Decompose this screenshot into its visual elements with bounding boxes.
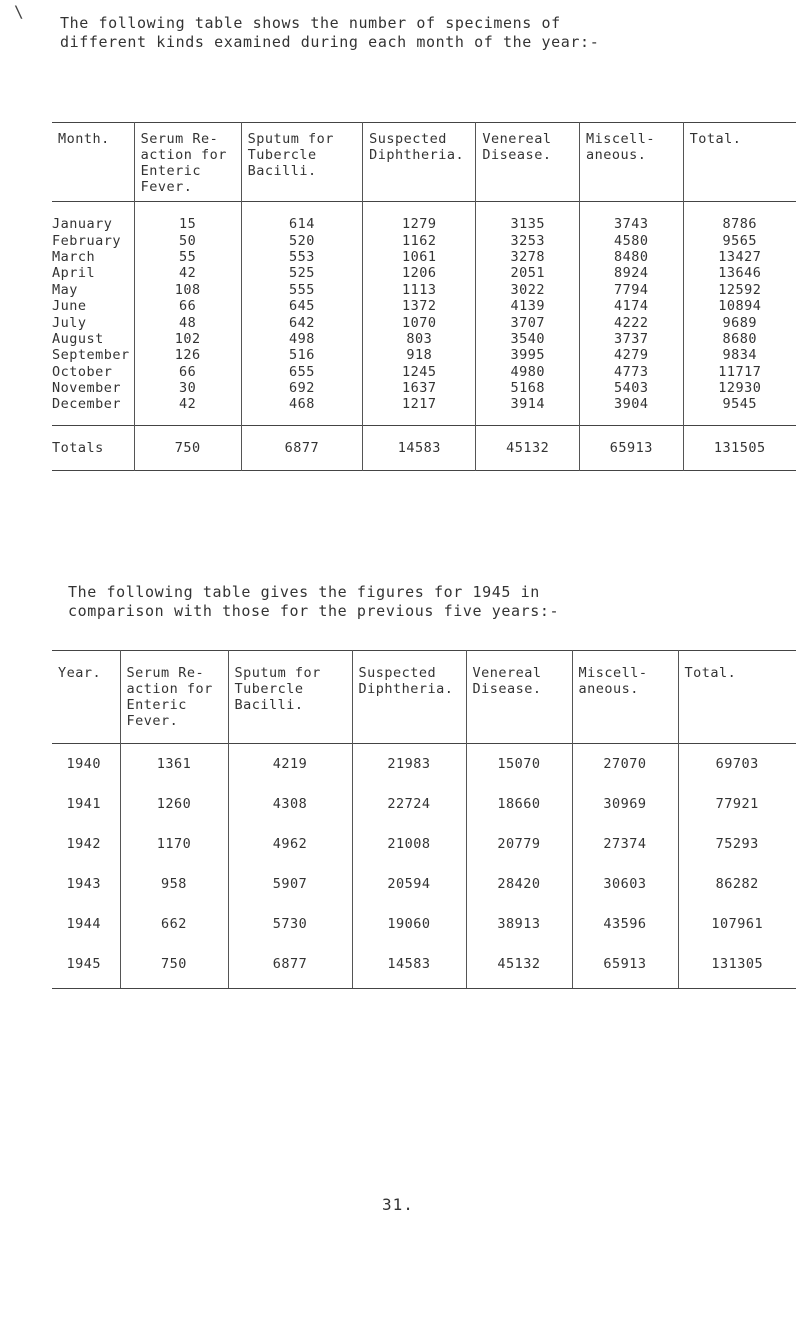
table-cell: 126 <box>134 347 241 363</box>
table-cell: 86282 <box>678 864 796 904</box>
table-header-row <box>52 123 796 202</box>
table-cell: 1945 <box>52 944 120 989</box>
table-cell: March <box>52 248 96 265</box>
table-cell: 520 <box>241 232 363 248</box>
table-cell: 66 <box>134 298 241 314</box>
table-cell: 4174 <box>580 298 684 314</box>
table-cell: 9834 <box>683 347 796 363</box>
table-cell: 4219 <box>228 744 352 785</box>
table-cell: 4962 <box>228 824 352 864</box>
table-cell: 4222 <box>580 314 684 330</box>
table-row <box>52 314 796 330</box>
table-cell: 13427 <box>683 249 796 265</box>
table-cell: 5403 <box>580 380 684 396</box>
table-cell: 750 <box>120 944 228 989</box>
table-cell: 21983 <box>352 744 466 785</box>
table-cell: 20779 <box>466 824 572 864</box>
column-header: Serum Re- action for Enteric Fever. <box>134 123 241 202</box>
table-cell: 8786 <box>683 202 796 233</box>
table-cell: 655 <box>241 364 363 380</box>
table-row <box>52 265 796 281</box>
table-cell: July <box>52 314 87 331</box>
table-cell: 1361 <box>120 744 228 785</box>
table-cell: 1245 <box>363 364 476 380</box>
table-cell: 1113 <box>363 282 476 298</box>
table-cell: April <box>52 265 96 282</box>
table-cell: 645 <box>241 298 363 314</box>
table-cell: 4308 <box>228 784 352 824</box>
table-cell: 28420 <box>466 864 572 904</box>
column-header: Serum Re- action for Enteric Fever. <box>120 651 228 744</box>
table-cell: 1162 <box>363 232 476 248</box>
corner-mark: \ <box>14 2 24 21</box>
table-cell: 1940 <box>66 756 101 772</box>
table-cell: 3022 <box>476 282 580 298</box>
table-cell: 21008 <box>352 824 466 864</box>
table-cell: January <box>52 216 113 233</box>
table-cell: 553 <box>241 249 363 265</box>
column-header: Month. <box>58 131 110 147</box>
table-row <box>52 904 796 944</box>
table-cell: 48 <box>134 314 241 330</box>
table-cell: 55 <box>134 249 241 265</box>
table-cell: 1206 <box>363 265 476 281</box>
table-cell: 4279 <box>580 347 684 363</box>
table-cell: 75293 <box>678 824 796 864</box>
column-header: Suspected Diphtheria. <box>352 651 466 744</box>
table-cell: 9565 <box>683 232 796 248</box>
table-cell: 1637 <box>363 380 476 396</box>
table-cell: 45132 <box>466 944 572 989</box>
table-row <box>52 944 796 989</box>
intro-text-monthly: The following table shows the number of specimens of different kinds examined during each month of the year:- <box>60 14 600 51</box>
table-row <box>52 249 796 265</box>
table-cell: June <box>52 298 87 315</box>
table-cell: 3995 <box>476 347 580 363</box>
table-cell: 803 <box>363 331 476 347</box>
table-cell: 958 <box>120 864 228 904</box>
column-header: Year. <box>58 665 102 681</box>
table-cell: 1070 <box>363 314 476 330</box>
table-cell: 13646 <box>683 265 796 281</box>
table-cell: 9545 <box>683 396 796 425</box>
table-cell: 1944 <box>66 916 101 932</box>
table-cell: 11717 <box>683 364 796 380</box>
table-cell: 14583 <box>363 425 476 470</box>
table-cell: 131305 <box>678 944 796 989</box>
column-header: Venereal Disease. <box>476 123 580 202</box>
column-header: Sputum for Tubercle Bacilli. <box>228 651 352 744</box>
table-cell: 12930 <box>683 380 796 396</box>
table-cell: 131505 <box>683 425 796 470</box>
table-cell: 3278 <box>476 249 580 265</box>
table-cell: 15070 <box>466 744 572 785</box>
table-row <box>52 744 796 785</box>
table-cell: 102 <box>134 331 241 347</box>
table-cell: 3707 <box>476 314 580 330</box>
table-cell: 4580 <box>580 232 684 248</box>
table-cell: 525 <box>241 265 363 281</box>
table-cell: 107961 <box>678 904 796 944</box>
table-cell: May <box>52 281 78 298</box>
table-cell: 42 <box>134 265 241 281</box>
table-cell: 1943 <box>66 876 101 892</box>
table-row <box>52 202 796 233</box>
table-cell: 66 <box>134 364 241 380</box>
table-cell: August <box>52 330 104 347</box>
table-row <box>52 396 796 425</box>
table-cell: 9689 <box>683 314 796 330</box>
table-row <box>52 347 796 363</box>
table-cell: 3737 <box>580 331 684 347</box>
table-row <box>52 282 796 298</box>
table-cell: 12592 <box>683 282 796 298</box>
table-cell: 1061 <box>363 249 476 265</box>
table-cell: 750 <box>134 425 241 470</box>
table-cell: 516 <box>241 347 363 363</box>
table-cell: October <box>52 363 113 380</box>
table-cell: 642 <box>241 314 363 330</box>
table-cell: 1260 <box>120 784 228 824</box>
table-cell: 15 <box>134 202 241 233</box>
table-cell: 18660 <box>466 784 572 824</box>
table-cell: 2051 <box>476 265 580 281</box>
table-cell: 1217 <box>363 396 476 425</box>
table-cell: 5907 <box>228 864 352 904</box>
table-cell: 3904 <box>580 396 684 425</box>
table-cell: November <box>52 380 122 397</box>
table-cell: 5730 <box>228 904 352 944</box>
table-cell: 65913 <box>580 425 684 470</box>
table-cell: 10894 <box>683 298 796 314</box>
page-number: 31. <box>382 1195 414 1214</box>
table-cell: 498 <box>241 331 363 347</box>
table-cell: 468 <box>241 396 363 425</box>
table-cell: February <box>52 232 122 249</box>
table-cell: 4773 <box>580 364 684 380</box>
table-cell: 30969 <box>572 784 678 824</box>
table-cell: 27070 <box>572 744 678 785</box>
table-row <box>52 380 796 396</box>
table-cell: 45132 <box>476 425 580 470</box>
table-cell: 5168 <box>476 380 580 396</box>
table-row <box>52 298 796 314</box>
table-cell: 65913 <box>572 944 678 989</box>
table-cell: 1372 <box>363 298 476 314</box>
table-cell: 22724 <box>352 784 466 824</box>
table-cell: 42 <box>134 396 241 425</box>
table-cell: 6877 <box>241 425 363 470</box>
table-cell: 3743 <box>580 202 684 233</box>
table-cell: 692 <box>241 380 363 396</box>
table-cell: 69703 <box>678 744 796 785</box>
table-cell: 38913 <box>466 904 572 944</box>
column-header: Total. <box>678 651 796 744</box>
table-cell: 3253 <box>476 232 580 248</box>
table-cell: 108 <box>134 282 241 298</box>
table-cell: 3914 <box>476 396 580 425</box>
table-row <box>52 864 796 904</box>
table-cell: 43596 <box>572 904 678 944</box>
table-row <box>52 824 796 864</box>
table-cell: 77921 <box>678 784 796 824</box>
table-cell: 8924 <box>580 265 684 281</box>
table-cell: 8480 <box>580 249 684 265</box>
table-cell: 1170 <box>120 824 228 864</box>
table-cell: 614 <box>241 202 363 233</box>
table-cell: 19060 <box>352 904 466 944</box>
column-header: Miscell- aneous. <box>572 651 678 744</box>
intro-text-yearly: The following table gives the figures for 1945 in comparison with those for the previous five years:- <box>68 583 560 620</box>
table-cell: 30603 <box>572 864 678 904</box>
table-cell: 6877 <box>228 944 352 989</box>
table-cell: 4139 <box>476 298 580 314</box>
table-cell: December <box>52 396 122 413</box>
totals-row <box>52 425 796 470</box>
table-row <box>52 364 796 380</box>
table-header-row <box>52 651 796 744</box>
table-row <box>52 784 796 824</box>
table-cell: 555 <box>241 282 363 298</box>
table-cell: September <box>52 347 130 364</box>
monthly-specimens-table <box>52 122 796 471</box>
table-cell: 7794 <box>580 282 684 298</box>
column-header: Venereal Disease. <box>466 651 572 744</box>
table-cell: 20594 <box>352 864 466 904</box>
table-cell: 50 <box>134 232 241 248</box>
table-cell: 3540 <box>476 331 580 347</box>
table-cell: 1942 <box>66 836 101 852</box>
table-cell: 27374 <box>572 824 678 864</box>
table-row <box>52 232 796 248</box>
table-cell: 1941 <box>66 796 101 812</box>
table-cell: 30 <box>134 380 241 396</box>
table-row <box>52 331 796 347</box>
table-cell: 14583 <box>352 944 466 989</box>
column-header: Total. <box>683 123 796 202</box>
column-header: Suspected Diphtheria. <box>363 123 476 202</box>
table-cell: 4980 <box>476 364 580 380</box>
table-cell: Totals <box>52 439 104 456</box>
table-cell: 3135 <box>476 202 580 233</box>
column-header: Miscell- aneous. <box>580 123 684 202</box>
table-cell: 1279 <box>363 202 476 233</box>
column-header: Sputum for Tubercle Bacilli. <box>241 123 363 202</box>
table-cell: 918 <box>363 347 476 363</box>
yearly-comparison-table <box>52 650 796 989</box>
table-cell: 8680 <box>683 331 796 347</box>
table-cell: 662 <box>120 904 228 944</box>
